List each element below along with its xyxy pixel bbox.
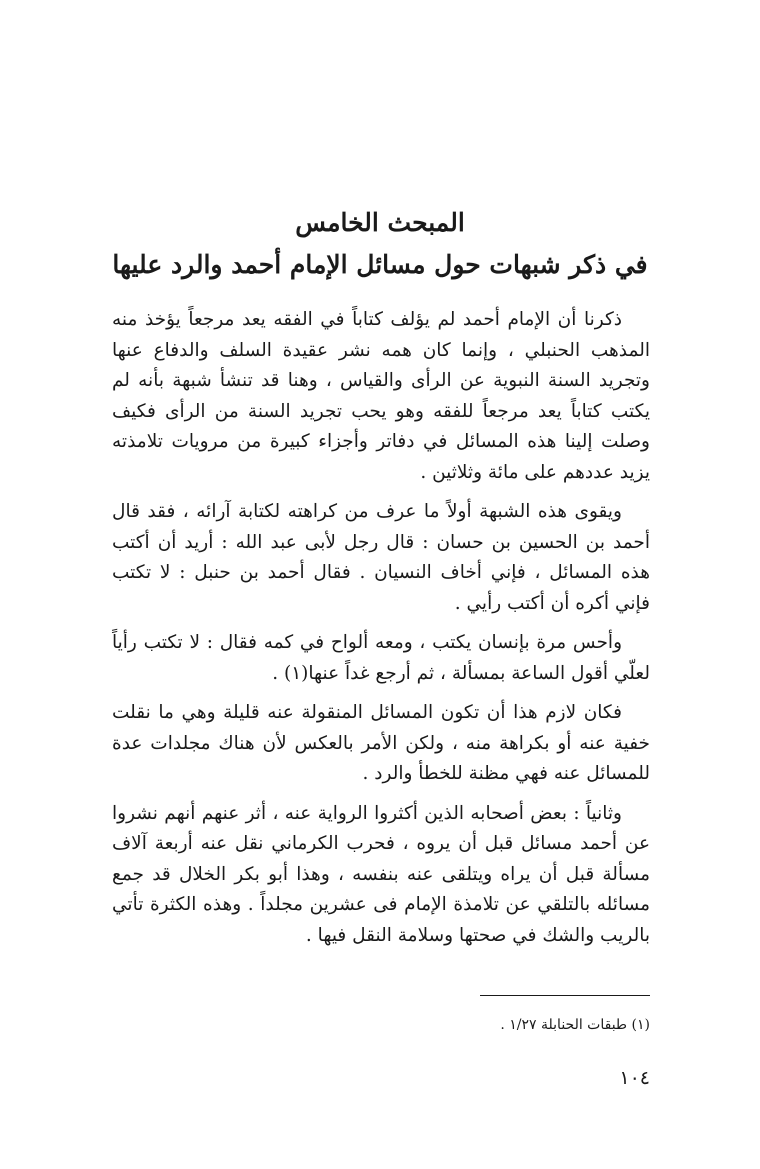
footnote: (١) طبقات الحنابلة ١/٢٧ . <box>500 1017 650 1033</box>
paragraph-1: ذكرنا أن الإمام أحمد لم يؤلف كتاباً في الفقه يعد مرجعاً يؤخذ منه المذهب الحنبلي ، وإنما كان همه نشر عقيدة السلف والدفاع عنها وتجريد السنة النبوية عن الرأى والقياس ، وهنا قد تنشأ شبهة بأنه لم يكتب كتاباً يعد مرجعاً للفقه وهو يحب تجريد السنة من الرأى فكيف وصلت إلينا هذه المسائل في دفاتر وأجزاء كبيرة من مرويات تلامذته يزيد عددهم على مائة وثلاثين . <box>112 309 650 483</box>
paragraph-3: وأحس مرة بإنسان يكتب ، ومعه ألواح في كمه فقال : لا تكتب رأياً لعلّي أقول الساعة بمسألة ، ثم أرجع غداً عنها(١) . <box>112 632 650 684</box>
section-subtitle: في ذكر شبهات حول مسائل الإمام أحمد والرد عليها <box>112 250 648 279</box>
paragraph-5: وثانياً : بعض أصحابه الذين أكثروا الرواية عنه ، أثر عنهم أنهم نشروا عن أحمد مسائل قبل أن يروه ، فحرب الكرماني نقل عنه أربعة آلاف مسألة قبل أن يراه ويتلقى عنه بنفسه ، وهذا أبو بكر الخلال قد جمع مسائله بالتلقي عن تلامذة الإمام فى عشرين مجلداً . وهذه الكثرة تأتي بالريب والشك في صحتها وسلامة النقل فيها . <box>112 802 650 946</box>
paragraph-4: فكان لازم هذا أن تكون المسائل المنقولة عنه قليلة وهي ما نقلت خفية عنه أو بكراهة منه ، ولكن الأمر بالعكس لأن هناك مجلدات عدة للمسائل عنه فهي مظنة للخطأ والرد . <box>112 702 650 784</box>
section-title: المبحث الخامس <box>295 208 465 237</box>
section-heading <box>80 203 680 287</box>
paragraph-2: ويقوى هذه الشبهة أولاً ما عرف من كراهته لكتابة آرائه ، فقد قال أحمد بن الحسين بن حسان : قال رجل لأبى عبد الله : أريد أن أكتب هذه المسائل ، فإني أخاف النسيان . فقال أحمد بن حنبل : لا تكتب فإني أكره أن أكتب رأيي . <box>112 501 650 614</box>
footnote-divider <box>480 995 650 996</box>
page-number: ١٠٤ <box>619 1067 650 1089</box>
body-text <box>112 305 650 960</box>
